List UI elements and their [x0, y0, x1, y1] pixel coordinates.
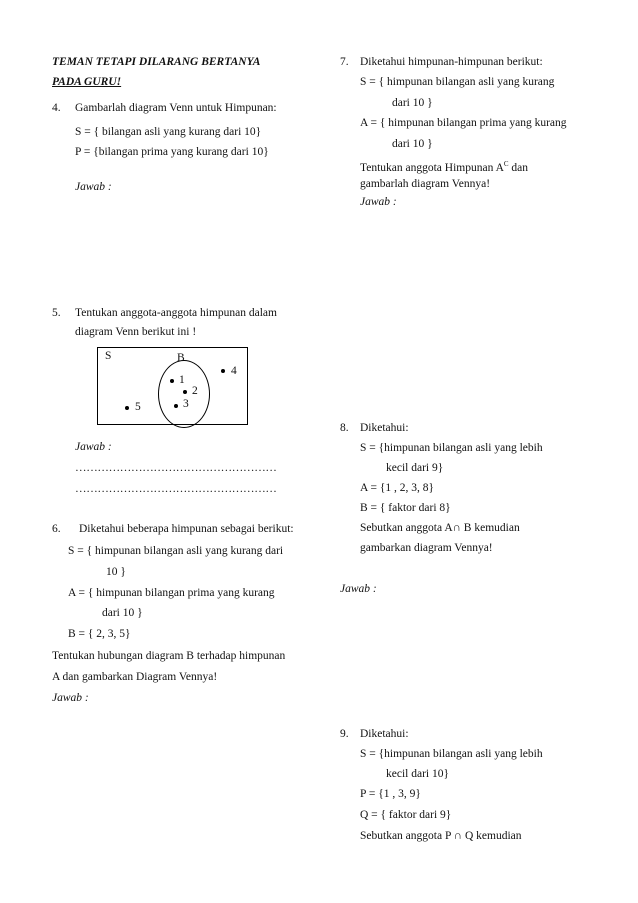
worksheet-header-line1: TEMAN TETAPI DILARANG BERTANYA [52, 56, 261, 68]
venn-dot-4 [221, 369, 225, 373]
q8-set-s-line2: kecil dari 9} [386, 462, 444, 474]
q6-set-a-line1: A = { himpunan bilangan prima yang kurang [68, 587, 275, 599]
q5-answer-label: Jawab : [75, 441, 112, 453]
q9-set-s-line2: kecil dari 10} [386, 768, 449, 780]
q6-task-line2: A dan gambarkan Diagram Vennya! [52, 671, 218, 683]
q8-task-line1: Sebutkan anggota A∩ B kemudian [360, 522, 520, 534]
q9-task-line1: Sebutkan anggota P ∩ Q kemudian [360, 830, 522, 842]
venn-element-3: 3 [183, 398, 189, 410]
q8-set-s-line1: S = {himpunan bilangan asli yang lebih [360, 442, 543, 454]
q6-number: 6. [52, 523, 61, 535]
q7-set-s-line2: dari 10 } [392, 97, 433, 109]
q7-set-a-line1: A = { himpunan bilangan prima yang kurang [360, 117, 567, 129]
q7-text: Diketahui himpunan-himpunan berikut: [360, 56, 543, 68]
venn-element-1: 1 [179, 374, 185, 386]
q8-set-a: A = {1 , 2, 3, 8} [360, 482, 435, 494]
venn-dot-3 [174, 404, 178, 408]
venn-dot-5 [125, 406, 129, 410]
q8-text: Diketahui: [360, 422, 409, 434]
q9-set-p: P = {1 , 3, 9} [360, 788, 421, 800]
venn-label-s: S [105, 350, 112, 362]
q6-answer-label: Jawab : [52, 692, 89, 704]
q5-text-line1: Tentukan anggota-anggota himpunan dalam [75, 307, 277, 319]
q7-set-a-line2: dari 10 } [392, 138, 433, 150]
complement-superscript: C [503, 160, 509, 168]
q6-set-s-line1: S = { himpunan bilangan asli yang kurang dari [68, 545, 284, 557]
q6-set-s-line2: 10 } [106, 566, 126, 578]
q8-set-b: B = { faktor dari 8} [360, 502, 451, 514]
q4-number: 4. [52, 102, 61, 114]
q6-task-line1: Tentukan hubungan diagram B terhadap himpunan [52, 650, 286, 662]
venn-set-b-ellipse [158, 360, 210, 428]
q8-task-line2: gambarkan diagram Vennya! [360, 542, 493, 554]
worksheet-header-line2: PADA GURU! [52, 76, 122, 88]
q6-set-b: B = { 2, 3, 5} [68, 628, 131, 640]
q9-set-q: Q = { faktor dari 9} [360, 809, 452, 821]
q9-number: 9. [340, 728, 349, 740]
q7-task-line2: gambarlah diagram Vennya! [360, 178, 491, 190]
q8-answer-label: Jawab : [340, 583, 377, 595]
venn-dot-2 [183, 390, 187, 394]
q7-number: 7. [340, 56, 349, 68]
q8-number: 8. [340, 422, 349, 434]
q6-text: Diketahui beberapa himpunan sebagai berikut: [79, 523, 294, 535]
q9-set-s-line1: S = {himpunan bilangan asli yang lebih [360, 748, 543, 760]
q4-set-p: P = {bilangan prima yang kurang dari 10} [75, 146, 269, 158]
q6-set-a-line2: dari 10 } [102, 607, 143, 619]
q7-task-line1: Tentukan anggota Himpunan $A^C$ dan [360, 160, 529, 174]
q7-set-s-line1: S = { himpunan bilangan asli yang kurang [360, 76, 555, 88]
q5-answer-dots-1: ……………………………………………… [75, 462, 277, 474]
q5-text-line2: diagram Venn berikut ini ! [75, 326, 197, 338]
venn-dot-1 [170, 379, 174, 383]
venn-element-5: 5 [135, 401, 141, 413]
q4-answer-label: Jawab : [75, 181, 112, 193]
q7-answer-label: Jawab : [360, 196, 397, 208]
q4-text: Gambarlah diagram Venn untuk Himpunan: [75, 102, 277, 114]
q5-answer-dots-2: ……………………………………………… [75, 483, 277, 495]
q4-set-s: S = { bilangan asli yang kurang dari 10} [75, 126, 262, 138]
venn-element-4: 4 [231, 365, 237, 377]
venn-element-2: 2 [192, 385, 198, 397]
venn-label-b: B [177, 352, 185, 364]
q5-number: 5. [52, 307, 61, 319]
q9-text: Diketahui: [360, 728, 409, 740]
